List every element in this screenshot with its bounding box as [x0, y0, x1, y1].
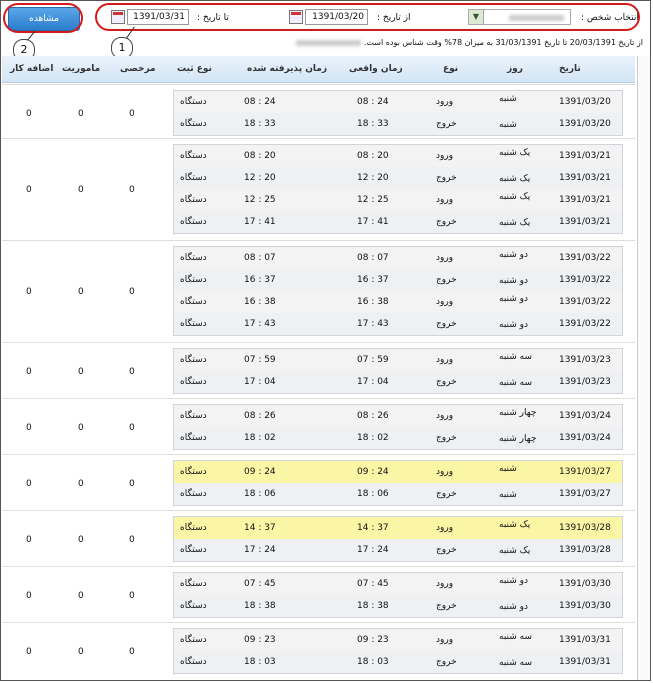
col-day: روز	[507, 64, 523, 74]
type-cell: ورود	[436, 297, 454, 307]
accepted-time-cell: 17 : 41	[244, 217, 276, 227]
table-row[interactable]	[174, 269, 622, 291]
overtime-value: 0	[26, 109, 32, 119]
type-cell: ورود	[436, 635, 454, 645]
summary-text: از تاریخ 20/03/1391 تا تاریخ 31/03/1391 به میزان 78% وقت شناس بوده است.	[363, 38, 643, 47]
day-group	[2, 454, 635, 513]
day-cell: یک شنبه	[499, 192, 531, 202]
day-entries	[173, 144, 623, 234]
toolbar	[0, 0, 651, 34]
mission-value: 0	[78, 185, 84, 195]
day-cell: یک شنبه	[499, 546, 531, 556]
actual-time-cell: 08 : 24	[357, 97, 389, 107]
table-row[interactable]	[174, 211, 622, 233]
person-label: انتخاب شخص :	[581, 13, 639, 23]
actual-time-cell: 16 : 38	[357, 297, 389, 307]
table-row[interactable]	[174, 167, 622, 189]
accepted-time-cell: 17 : 43	[244, 319, 276, 329]
actual-time-cell: 18 : 03	[357, 657, 389, 667]
actual-time-cell: 18 : 02	[357, 433, 389, 443]
type-cell: ورود	[436, 467, 454, 477]
vertical-scrollbar[interactable]	[637, 56, 650, 680]
day-cell: دو شنبه	[499, 276, 529, 286]
col-accepted-time: زمان پذیرفته شده	[247, 64, 328, 74]
day-entries	[173, 246, 623, 336]
type-cell: ورود	[436, 195, 454, 205]
record-type-cell: دستگاه	[180, 489, 207, 499]
mission-value: 0	[78, 109, 84, 119]
date-cell: 1391/03/28	[559, 545, 611, 555]
date-cell: 1391/03/30	[559, 601, 611, 611]
date-cell: 1391/03/27	[559, 489, 611, 499]
table-row[interactable]	[174, 427, 622, 449]
date-cell: 1391/03/20	[559, 119, 611, 129]
col-actual-time: زمان واقعی	[349, 64, 403, 74]
actual-time-cell: 07 : 59	[357, 355, 389, 365]
mission-value: 0	[78, 479, 84, 489]
accepted-time-cell: 18 : 06	[244, 489, 276, 499]
record-type-cell: دستگاه	[180, 151, 207, 161]
date-cell: 1391/03/31	[559, 635, 611, 645]
record-type-cell: دستگاه	[180, 275, 207, 285]
from-date-label: از تاریخ :	[377, 13, 411, 23]
leave-value: 0	[129, 367, 135, 377]
record-type-cell: دستگاه	[180, 195, 207, 205]
table-header	[2, 56, 635, 83]
table-row[interactable]	[174, 405, 622, 427]
accepted-time-cell: 18 : 38	[244, 601, 276, 611]
accepted-time-cell: 08 : 24	[244, 97, 276, 107]
actual-time-cell: 12 : 20	[357, 173, 389, 183]
day-group	[2, 398, 635, 457]
actual-time-cell: 08 : 20	[357, 151, 389, 161]
accepted-time-cell: 07 : 45	[244, 579, 276, 589]
accepted-time-cell: 18 : 02	[244, 433, 276, 443]
from-date-calendar-icon[interactable]	[289, 10, 303, 24]
overtime-value: 0	[26, 367, 32, 377]
day-cell: سه شنبه	[499, 378, 533, 388]
accepted-time-cell: 16 : 38	[244, 297, 276, 307]
leave-value: 0	[129, 185, 135, 195]
type-cell: خروج	[436, 489, 457, 499]
leave-value: 0	[129, 479, 135, 489]
type-cell: خروج	[436, 275, 457, 285]
date-cell: 1391/03/24	[559, 411, 611, 421]
day-cell: دو شنبه	[499, 294, 529, 304]
date-cell: 1391/03/22	[559, 319, 611, 329]
record-type-cell: دستگاه	[180, 97, 207, 107]
mission-value: 0	[78, 423, 84, 433]
type-cell: خروج	[436, 173, 457, 183]
mission-value: 0	[78, 647, 84, 657]
day-entries	[173, 572, 623, 618]
col-date: تاریخ	[559, 64, 581, 74]
record-type-cell: دستگاه	[180, 433, 207, 443]
type-cell: ورود	[436, 97, 454, 107]
callout-oval-2	[3, 3, 83, 33]
record-type-cell: دستگاه	[180, 217, 207, 227]
type-cell: خروج	[436, 433, 457, 443]
accepted-time-cell: 12 : 25	[244, 195, 276, 205]
type-cell: خروج	[436, 119, 457, 129]
date-cell: 1391/03/27	[559, 467, 611, 477]
callout-number-1: 1	[111, 37, 133, 59]
date-cell: 1391/03/23	[559, 355, 611, 365]
leave-value: 0	[129, 109, 135, 119]
table-row[interactable]	[174, 189, 622, 211]
table-row[interactable]	[174, 483, 622, 505]
overtime-value: 0	[26, 647, 32, 657]
type-cell: ورود	[436, 523, 454, 533]
day-group	[2, 510, 635, 569]
day-entries	[173, 628, 623, 674]
day-entries	[173, 516, 623, 562]
date-cell: 1391/03/31	[559, 657, 611, 667]
accepted-time-cell: 18 : 33	[244, 119, 276, 129]
table-row[interactable]	[174, 349, 622, 371]
table-row[interactable]	[174, 113, 622, 135]
day-entries	[173, 90, 623, 136]
table-row[interactable]	[174, 651, 622, 673]
actual-time-cell: 14 : 37	[357, 523, 389, 533]
col-leave: مرخصی	[120, 64, 156, 74]
actual-time-cell: 16 : 37	[357, 275, 389, 285]
accepted-time-cell: 09 : 23	[244, 635, 276, 645]
accepted-time-cell: 07 : 59	[244, 355, 276, 365]
accepted-time-cell: 14 : 37	[244, 523, 276, 533]
day-group	[2, 566, 635, 625]
type-cell: خروج	[436, 319, 457, 329]
chevron-down-icon[interactable]: ▼	[469, 10, 484, 24]
actual-time-cell: 18 : 38	[357, 601, 389, 611]
table-row[interactable]	[174, 247, 622, 269]
from-date-input[interactable]: 1391/03/20	[305, 9, 368, 25]
to-date-calendar-icon[interactable]	[111, 10, 125, 24]
type-cell: خروج	[436, 377, 457, 387]
type-cell: ورود	[436, 411, 454, 421]
table-row[interactable]	[174, 461, 622, 483]
actual-time-cell: 07 : 45	[357, 579, 389, 589]
table-row[interactable]	[174, 313, 622, 335]
leave-value: 0	[129, 423, 135, 433]
type-cell: خروج	[436, 217, 457, 227]
accepted-time-cell: 09 : 24	[244, 467, 276, 477]
date-cell: 1391/03/21	[559, 217, 611, 227]
type-cell: ورود	[436, 355, 454, 365]
table-row[interactable]	[174, 145, 622, 167]
record-type-cell: دستگاه	[180, 119, 207, 129]
record-type-cell: دستگاه	[180, 173, 207, 183]
record-type-cell: دستگاه	[180, 635, 207, 645]
date-cell: 1391/03/22	[559, 275, 611, 285]
date-cell: 1391/03/21	[559, 195, 611, 205]
record-type-cell: دستگاه	[180, 411, 207, 421]
col-record-type: نوع ثبت	[177, 64, 212, 74]
day-cell: دو شنبه	[499, 320, 529, 330]
day-group	[2, 84, 635, 143]
date-cell: 1391/03/22	[559, 297, 611, 307]
day-group	[2, 622, 635, 681]
accepted-time-cell: 18 : 03	[244, 657, 276, 667]
table-row[interactable]	[174, 91, 622, 113]
actual-time-cell: 18 : 33	[357, 119, 389, 129]
day-cell: چهار شنبه	[499, 434, 537, 444]
day-cell: شنبه	[499, 464, 517, 474]
redacted-person-name	[509, 15, 564, 21]
record-type-cell: دستگاه	[180, 253, 207, 263]
redacted-summary-name	[296, 40, 361, 46]
day-cell: یک شنبه	[499, 174, 531, 184]
actual-time-cell: 17 : 41	[357, 217, 389, 227]
table-row[interactable]	[174, 291, 622, 313]
table-row[interactable]	[174, 371, 622, 393]
date-cell: 1391/03/21	[559, 173, 611, 183]
overtime-value: 0	[26, 185, 32, 195]
accepted-time-cell: 08 : 26	[244, 411, 276, 421]
day-cell: شنبه	[499, 490, 517, 500]
day-entries	[173, 460, 623, 506]
person-select[interactable]	[468, 9, 571, 25]
accepted-time-cell: 08 : 20	[244, 151, 276, 161]
mission-value: 0	[78, 591, 84, 601]
leave-value: 0	[129, 535, 135, 545]
date-cell: 1391/03/23	[559, 377, 611, 387]
day-group	[2, 138, 635, 241]
callout-number-2: 2	[13, 39, 35, 61]
col-mission: ماموریت	[62, 64, 101, 74]
record-type-cell: دستگاه	[180, 467, 207, 477]
table-row[interactable]	[174, 517, 622, 539]
col-type: نوع	[443, 64, 459, 74]
accepted-time-cell: 08 : 07	[244, 253, 276, 263]
record-type-cell: دستگاه	[180, 377, 207, 387]
record-type-cell: دستگاه	[180, 319, 207, 329]
record-type-cell: دستگاه	[180, 523, 207, 533]
day-group	[2, 240, 635, 343]
day-cell: یک شنبه	[499, 218, 531, 228]
date-cell: 1391/03/30	[559, 579, 611, 589]
type-cell: خروج	[436, 657, 457, 667]
record-type-cell: دستگاه	[180, 355, 207, 365]
leave-value: 0	[129, 287, 135, 297]
day-cell: دو شنبه	[499, 602, 529, 612]
day-entries	[173, 404, 623, 450]
mission-value: 0	[78, 287, 84, 297]
actual-time-cell: 08 : 07	[357, 253, 389, 263]
to-date-label: تا تاریخ :	[197, 13, 229, 23]
day-cell: سه شنبه	[499, 632, 533, 642]
day-entries	[173, 348, 623, 394]
actual-time-cell: 12 : 25	[357, 195, 389, 205]
day-cell: شنبه	[499, 120, 517, 130]
type-cell: خروج	[436, 545, 457, 555]
accepted-time-cell: 12 : 20	[244, 173, 276, 183]
actual-time-cell: 18 : 06	[357, 489, 389, 499]
date-cell: 1391/03/21	[559, 151, 611, 161]
actual-time-cell: 17 : 43	[357, 319, 389, 329]
mission-value: 0	[78, 367, 84, 377]
day-cell: سه شنبه	[499, 352, 533, 362]
leave-value: 0	[129, 647, 135, 657]
summary-line	[292, 38, 643, 47]
overtime-value: 0	[26, 591, 32, 601]
col-overtime: اضافه کار	[10, 64, 54, 74]
view-button[interactable]: مشاهده	[8, 7, 80, 31]
to-date-input[interactable]: 1391/03/31	[127, 9, 189, 25]
mission-value: 0	[78, 535, 84, 545]
record-type-cell: دستگاه	[180, 545, 207, 555]
table-row[interactable]	[174, 573, 622, 595]
day-group	[2, 342, 635, 401]
table-row[interactable]	[174, 595, 622, 617]
day-cell: دو شنبه	[499, 250, 529, 260]
overtime-value: 0	[26, 287, 32, 297]
actual-time-cell: 09 : 24	[357, 467, 389, 477]
record-type-cell: دستگاه	[180, 579, 207, 589]
type-cell: ورود	[436, 579, 454, 589]
record-type-cell: دستگاه	[180, 601, 207, 611]
date-cell: 1391/03/22	[559, 253, 611, 263]
type-cell: ورود	[436, 253, 454, 263]
record-type-cell: دستگاه	[180, 297, 207, 307]
day-cell: دو شنبه	[499, 576, 529, 586]
day-cell: چهار شنبه	[499, 408, 537, 418]
accepted-time-cell: 17 : 04	[244, 377, 276, 387]
actual-time-cell: 08 : 26	[357, 411, 389, 421]
leave-value: 0	[129, 591, 135, 601]
day-cell: یک شنبه	[499, 520, 531, 530]
date-cell: 1391/03/28	[559, 523, 611, 533]
table-row[interactable]	[174, 539, 622, 561]
record-type-cell: دستگاه	[180, 657, 207, 667]
day-cell: سه شنبه	[499, 658, 533, 668]
day-cell: شنبه	[499, 94, 517, 104]
actual-time-cell: 17 : 04	[357, 377, 389, 387]
day-cell: یک شنبه	[499, 148, 531, 158]
table-row[interactable]	[174, 629, 622, 651]
overtime-value: 0	[26, 423, 32, 433]
type-cell: خروج	[436, 601, 457, 611]
accepted-time-cell: 17 : 24	[244, 545, 276, 555]
type-cell: ورود	[436, 151, 454, 161]
accepted-time-cell: 16 : 37	[244, 275, 276, 285]
date-cell: 1391/03/20	[559, 97, 611, 107]
date-cell: 1391/03/24	[559, 433, 611, 443]
overtime-value: 0	[26, 479, 32, 489]
overtime-value: 0	[26, 535, 32, 545]
actual-time-cell: 09 : 23	[357, 635, 389, 645]
actual-time-cell: 17 : 24	[357, 545, 389, 555]
